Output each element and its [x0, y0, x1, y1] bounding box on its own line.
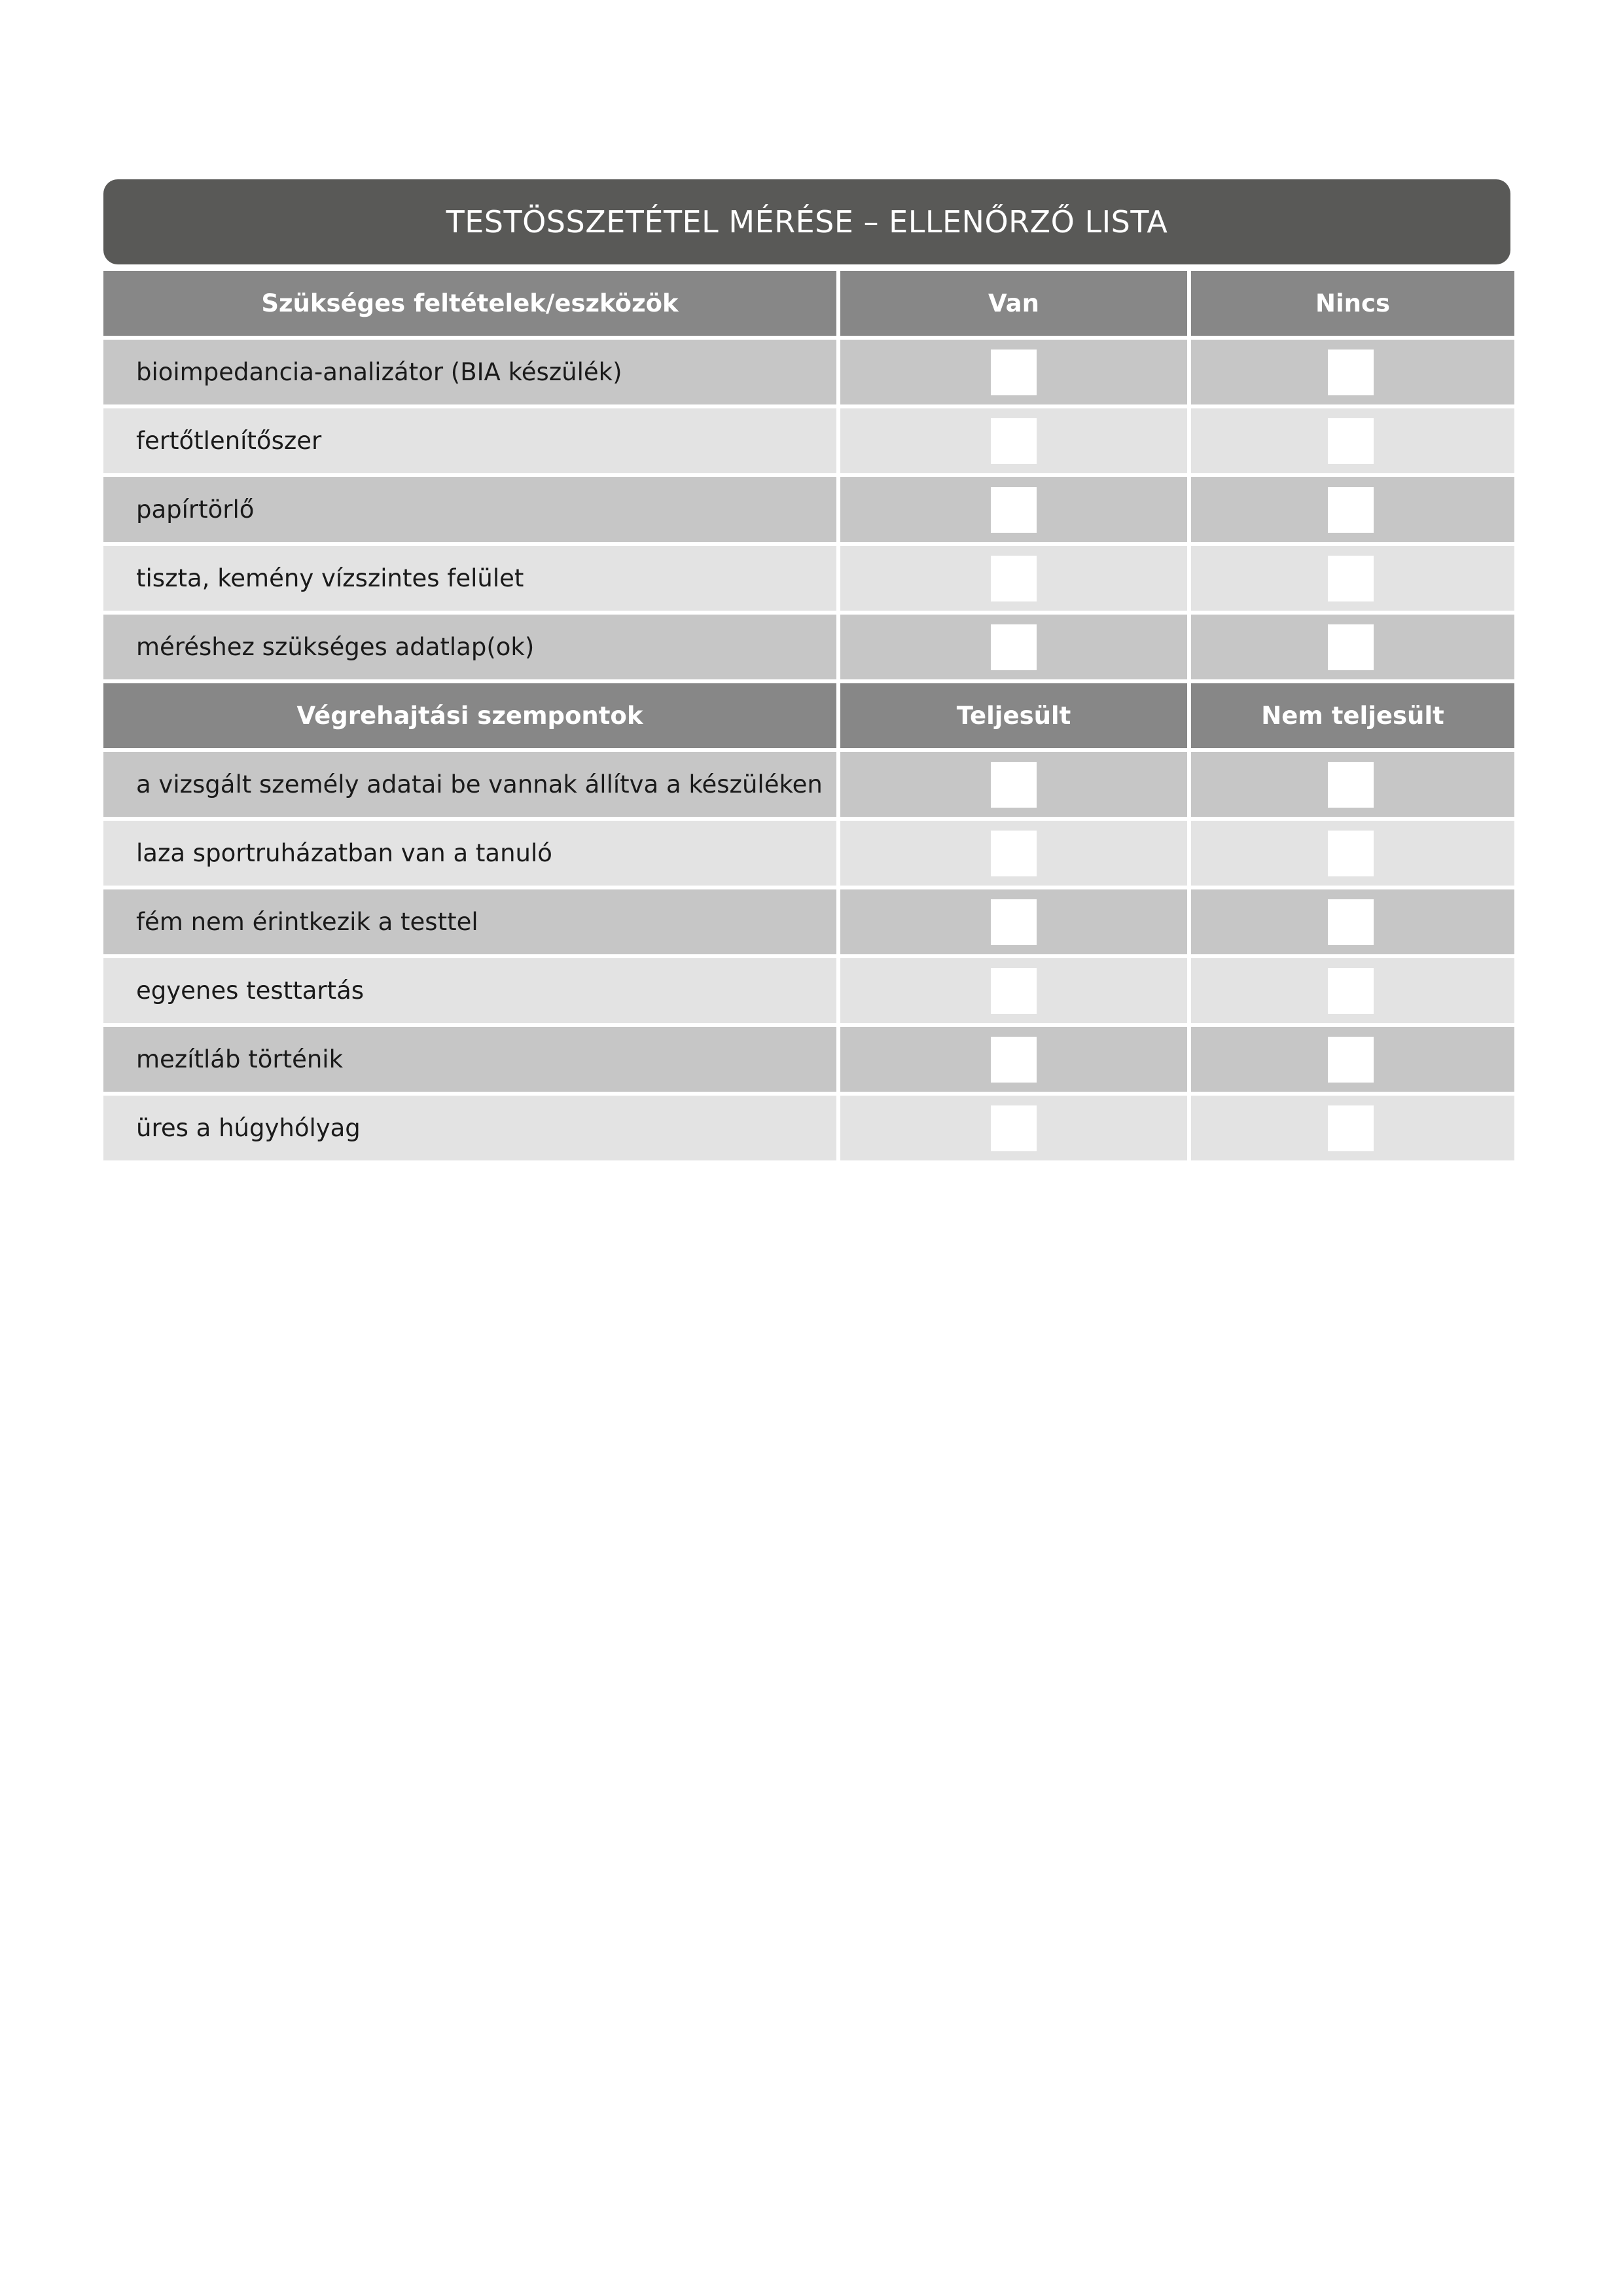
fulfilled-checkbox[interactable] [991, 968, 1037, 1014]
section2-item-label: laza sportruházatban van a tanuló [103, 821, 836, 886]
yes-checkbox[interactable] [991, 487, 1037, 533]
section1-item-yes-cell [840, 546, 1187, 611]
not-fulfilled-checkbox[interactable] [1328, 831, 1374, 876]
no-checkbox[interactable] [1328, 556, 1374, 601]
fulfilled-checkbox[interactable] [991, 831, 1037, 876]
section1-header-no: Nincs [1191, 271, 1514, 336]
section1-item-label: bioimpedancia-analizátor (BIA készülék) [103, 340, 836, 404]
no-checkbox[interactable] [1328, 350, 1374, 395]
no-checkbox[interactable] [1328, 487, 1374, 533]
no-checkbox[interactable] [1328, 624, 1374, 670]
no-checkbox[interactable] [1328, 418, 1374, 464]
section1-item-no-cell [1191, 408, 1514, 473]
yes-checkbox[interactable] [991, 624, 1037, 670]
not-fulfilled-checkbox[interactable] [1328, 762, 1374, 808]
yes-checkbox[interactable] [991, 418, 1037, 464]
section2-item-yes-cell [840, 958, 1187, 1023]
fulfilled-checkbox[interactable] [991, 1037, 1037, 1083]
section2-item-no-cell [1191, 752, 1514, 817]
section2-item-yes-cell [840, 1096, 1187, 1160]
section1-item-no-cell [1191, 477, 1514, 542]
section2-header-criteria: Végrehajtási szempontok [103, 683, 836, 748]
section2-item-label: fém nem érintkezik a testtel [103, 889, 836, 954]
not-fulfilled-checkbox[interactable] [1328, 968, 1374, 1014]
section1-header-yes: Van [840, 271, 1187, 336]
yes-checkbox[interactable] [991, 350, 1037, 395]
section1-item-label: tiszta, kemény vízszintes felület [103, 546, 836, 611]
section2-item-label: mezítláb történik [103, 1027, 836, 1092]
fulfilled-checkbox[interactable] [991, 899, 1037, 945]
checklist-sheet [103, 179, 1510, 1160]
not-fulfilled-checkbox[interactable] [1328, 1037, 1374, 1083]
section2-item-yes-cell [840, 889, 1187, 954]
not-fulfilled-checkbox[interactable] [1328, 1105, 1374, 1151]
section2-item-label: egyenes testtartás [103, 958, 836, 1023]
yes-checkbox[interactable] [991, 556, 1037, 601]
not-fulfilled-checkbox[interactable] [1328, 899, 1374, 945]
section1-item-yes-cell [840, 477, 1187, 542]
section2-header-not-fulfilled: Nem teljesült [1191, 683, 1514, 748]
fulfilled-checkbox[interactable] [991, 762, 1037, 808]
fulfilled-checkbox[interactable] [991, 1105, 1037, 1151]
section1-header-conditions: Szükséges feltételek/eszközök [103, 271, 836, 336]
section1-item-label: papírtörlő [103, 477, 836, 542]
section2-item-label: a vizsgált személy adatai be vannak állítva a készüléken [103, 752, 836, 817]
section2-item-yes-cell [840, 752, 1187, 817]
section1-item-yes-cell [840, 615, 1187, 679]
section1-item-yes-cell [840, 340, 1187, 404]
section1-item-no-cell [1191, 615, 1514, 679]
section1-item-no-cell [1191, 546, 1514, 611]
checklist-title: TESTÖSSZETÉTEL MÉRÉSE – ELLENŐRZŐ LISTA [103, 179, 1510, 264]
section1-item-no-cell [1191, 340, 1514, 404]
checklist-table [103, 271, 1510, 1160]
section2-item-no-cell [1191, 958, 1514, 1023]
section2-item-yes-cell [840, 821, 1187, 886]
section2-item-no-cell [1191, 1027, 1514, 1092]
section2-header-fulfilled: Teljesült [840, 683, 1187, 748]
section2-item-no-cell [1191, 821, 1514, 886]
section2-item-label: üres a húgyhólyag [103, 1096, 836, 1160]
section2-item-no-cell [1191, 1096, 1514, 1160]
section1-item-label: méréshez szükséges adatlap(ok) [103, 615, 836, 679]
section1-item-yes-cell [840, 408, 1187, 473]
section2-item-yes-cell [840, 1027, 1187, 1092]
section2-item-no-cell [1191, 889, 1514, 954]
section1-item-label: fertőtlenítőszer [103, 408, 836, 473]
